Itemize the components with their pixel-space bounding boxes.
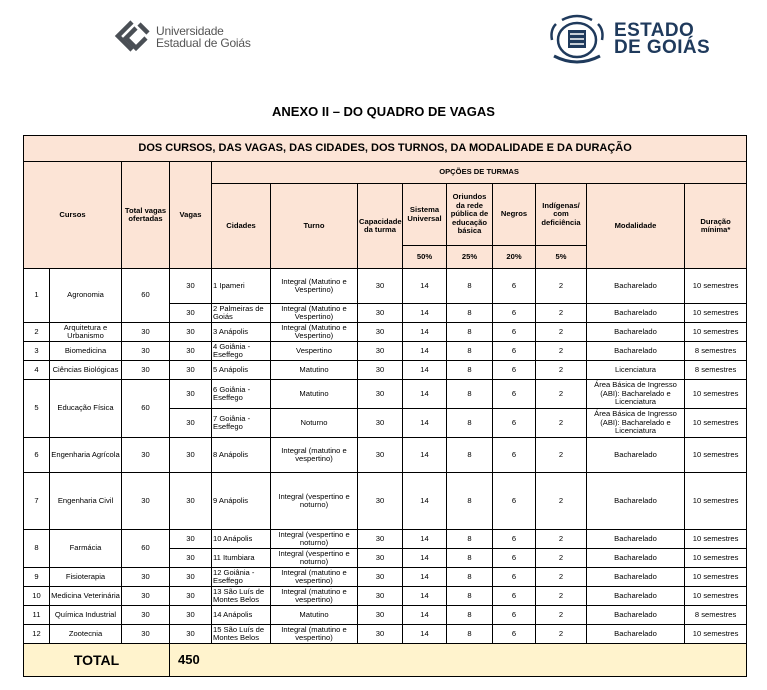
document-title: ANEXO II – DO QUADRO DE VAGAS	[272, 104, 495, 119]
option-vagas: 30	[170, 606, 212, 625]
header-turno: Turno	[271, 184, 358, 269]
option-duracao: 10 semestres	[685, 587, 747, 606]
option-universal: 14	[403, 342, 447, 361]
header-cidades: Cidades	[212, 184, 271, 269]
option-cidade: 4 Goiânia - Eseffego	[212, 342, 271, 361]
course-number: 8	[24, 530, 50, 568]
option-capacidade: 30	[358, 323, 403, 342]
header-opcoes: OPÇÕES DE TURMAS	[212, 162, 747, 184]
option-rede: 8	[447, 269, 493, 304]
option-vagas: 30	[170, 304, 212, 323]
option-universal: 14	[403, 568, 447, 587]
course-number: 4	[24, 361, 50, 380]
table-banner: DOS CURSOS, DAS VAGAS, DAS CIDADES, DOS TURNOS, DA MODALIDADE E DA DURAÇÃO	[24, 136, 747, 162]
option-cidade: 2 Palmeiras de Goiás	[212, 304, 271, 323]
table-row	[24, 606, 747, 625]
option-indigenas: 2	[536, 438, 587, 473]
option-capacidade: 30	[358, 625, 403, 644]
option-vagas: 30	[170, 409, 212, 438]
total-label: TOTAL	[24, 644, 170, 677]
option-duracao: 10 semestres	[685, 530, 747, 549]
course-total: 30	[122, 323, 170, 342]
option-turno: Matutino	[271, 380, 358, 409]
option-cidade: 6 Goiânia - Eseffego	[212, 380, 271, 409]
option-rede: 8	[447, 473, 493, 530]
option-cidade: 13 São Luís de Montes Belos	[212, 587, 271, 606]
option-capacidade: 30	[358, 587, 403, 606]
option-universal: 14	[403, 361, 447, 380]
option-universal: 14	[403, 625, 447, 644]
option-negros: 6	[493, 323, 536, 342]
option-negros: 6	[493, 269, 536, 304]
total-row	[24, 644, 747, 677]
course-number: 2	[24, 323, 50, 342]
option-indigenas: 2	[536, 587, 587, 606]
option-modalidade: Licenciatura	[587, 361, 685, 380]
option-indigenas: 2	[536, 606, 587, 625]
option-cidade: 1 Ipameri	[212, 269, 271, 304]
option-modalidade: Bacharelado	[587, 530, 685, 549]
option-negros: 6	[493, 473, 536, 530]
option-modalidade: Bacharelado	[587, 473, 685, 530]
option-rede: 8	[447, 323, 493, 342]
option-indigenas: 2	[536, 409, 587, 438]
course-number: 7	[24, 473, 50, 530]
option-vagas: 30	[170, 361, 212, 380]
option-negros: 6	[493, 304, 536, 323]
option-modalidade: Bacharelado	[587, 606, 685, 625]
option-vagas: 30	[170, 269, 212, 304]
option-vagas: 30	[170, 530, 212, 549]
option-rede: 8	[447, 530, 493, 549]
option-vagas: 30	[170, 568, 212, 587]
option-cidade: 11 Itumbiara	[212, 549, 271, 568]
option-indigenas: 2	[536, 549, 587, 568]
option-indigenas: 2	[536, 380, 587, 409]
course-number: 6	[24, 438, 50, 473]
option-indigenas: 2	[536, 473, 587, 530]
course-name: Química Industrial	[50, 606, 122, 625]
course-total: 30	[122, 473, 170, 530]
course-number: 5	[24, 380, 50, 438]
course-number: 12	[24, 625, 50, 644]
option-indigenas: 2	[536, 568, 587, 587]
option-duracao: 8 semestres	[685, 342, 747, 361]
option-indigenas: 2	[536, 361, 587, 380]
course-name: Medicina Veterinária	[50, 587, 122, 606]
option-negros: 6	[493, 438, 536, 473]
option-rede: 8	[447, 587, 493, 606]
course-number: 10	[24, 587, 50, 606]
option-capacidade: 30	[358, 304, 403, 323]
option-cidade: 10 Anápolis	[212, 530, 271, 549]
option-capacidade: 30	[358, 473, 403, 530]
option-capacidade: 30	[358, 606, 403, 625]
course-number: 11	[24, 606, 50, 625]
header-negros: Negros	[493, 184, 536, 246]
option-capacidade: 30	[358, 409, 403, 438]
course-total: 60	[122, 380, 170, 438]
option-turno: Integral (matutino e vespertino)	[271, 438, 358, 473]
option-duracao: 10 semestres	[685, 568, 747, 587]
option-universal: 14	[403, 304, 447, 323]
option-universal: 14	[403, 587, 447, 606]
option-capacidade: 30	[358, 568, 403, 587]
option-indigenas: 2	[536, 625, 587, 644]
course-number: 3	[24, 342, 50, 361]
option-vagas: 30	[170, 549, 212, 568]
course-name: Ciências Biológicas	[50, 361, 122, 380]
table-row	[24, 269, 747, 304]
option-duracao: 10 semestres	[685, 380, 747, 409]
option-modalidade: Bacharelado	[587, 323, 685, 342]
header-pct-indigenas: 5%	[536, 246, 587, 269]
header-indigenas: Indígenas/ com deficiência	[536, 184, 587, 246]
course-name: Farmácia	[50, 530, 122, 568]
option-vagas: 30	[170, 625, 212, 644]
option-rede: 8	[447, 380, 493, 409]
option-turno: Integral (vespertino e noturno)	[271, 530, 358, 549]
option-modalidade: Bacharelado	[587, 549, 685, 568]
option-modalidade: Bacharelado	[587, 269, 685, 304]
option-turno: Matutino	[271, 361, 358, 380]
course-name: Fisioterapia	[50, 568, 122, 587]
course-total: 30	[122, 342, 170, 361]
option-vagas: 30	[170, 438, 212, 473]
option-capacidade: 30	[358, 438, 403, 473]
option-capacidade: 30	[358, 361, 403, 380]
header-modalidade: Modalidade	[587, 184, 685, 269]
option-universal: 14	[403, 530, 447, 549]
option-universal: 14	[403, 380, 447, 409]
option-duracao: 10 semestres	[685, 304, 747, 323]
table-row	[24, 625, 747, 644]
course-name: Engenharia Civil	[50, 473, 122, 530]
option-modalidade: Área Básica de Ingresso (ABI): Bacharelado e Licenciatura	[587, 380, 685, 409]
option-universal: 14	[403, 409, 447, 438]
option-duracao: 10 semestres	[685, 438, 747, 473]
course-name: Engenharia Agrícola	[50, 438, 122, 473]
option-rede: 8	[447, 549, 493, 568]
header-pct-universal: 50%	[403, 246, 447, 269]
option-duracao: 10 semestres	[685, 473, 747, 530]
table-row	[24, 380, 747, 409]
course-number: 9	[24, 568, 50, 587]
option-vagas: 30	[170, 587, 212, 606]
header-duracao: Duração mínima*	[685, 184, 747, 269]
option-duracao: 10 semestres	[685, 269, 747, 304]
option-turno: Integral (matutino e vespertino)	[271, 625, 358, 644]
option-rede: 8	[447, 304, 493, 323]
option-indigenas: 2	[536, 323, 587, 342]
option-capacidade: 30	[358, 380, 403, 409]
option-rede: 8	[447, 361, 493, 380]
table-row	[24, 587, 747, 606]
option-cidade: 7 Goiânia - Eseffego	[212, 409, 271, 438]
option-modalidade: Bacharelado	[587, 587, 685, 606]
course-total: 60	[122, 530, 170, 568]
option-cidade: 3 Anápolis	[212, 323, 271, 342]
goias-seal-icon	[548, 10, 606, 66]
option-vagas: 30	[170, 323, 212, 342]
table-row	[24, 473, 747, 530]
option-cidade: 5 Anápolis	[212, 361, 271, 380]
ueg-logo-line2: Estadual de Goiás	[156, 36, 251, 50]
option-cidade: 14 Anápolis	[212, 606, 271, 625]
option-capacidade: 30	[358, 549, 403, 568]
option-negros: 6	[493, 568, 536, 587]
header-pct-rede: 25%	[447, 246, 493, 269]
option-duracao: 10 semestres	[685, 323, 747, 342]
course-total: 30	[122, 361, 170, 380]
table-row	[24, 323, 747, 342]
option-universal: 14	[403, 549, 447, 568]
option-rede: 8	[447, 438, 493, 473]
option-modalidade: Área Básica de Ingresso (ABI): Bacharelado e Licenciatura	[587, 409, 685, 438]
header-pct-negros: 20%	[493, 246, 536, 269]
option-indigenas: 2	[536, 342, 587, 361]
course-name: Biomedicina	[50, 342, 122, 361]
table-row	[24, 342, 747, 361]
option-universal: 14	[403, 269, 447, 304]
option-modalidade: Bacharelado	[587, 342, 685, 361]
course-name: Zootecnia	[50, 625, 122, 644]
header-total: Total vagas ofertadas	[122, 162, 170, 269]
option-capacidade: 30	[358, 269, 403, 304]
total-value: 450	[170, 644, 747, 677]
table-row	[24, 568, 747, 587]
goias-logo	[548, 10, 728, 66]
option-duracao: 10 semestres	[685, 549, 747, 568]
option-universal: 14	[403, 438, 447, 473]
option-rede: 8	[447, 342, 493, 361]
option-turno: Integral (vespertino e noturno)	[271, 473, 358, 530]
goias-logo-line2: DE GOIÁS	[614, 37, 711, 58]
header-rede-publica: Oriundos da rede pública de educação básica	[447, 184, 493, 246]
option-duracao: 10 semestres	[685, 409, 747, 438]
option-turno: Integral (matutino e vespertino)	[271, 587, 358, 606]
option-indigenas: 2	[536, 304, 587, 323]
option-capacidade: 30	[358, 342, 403, 361]
option-modalidade: Bacharelado	[587, 438, 685, 473]
option-negros: 6	[493, 342, 536, 361]
table-row	[24, 361, 747, 380]
option-duracao: 8 semestres	[685, 606, 747, 625]
option-turno: Vespertino	[271, 342, 358, 361]
option-vagas: 30	[170, 342, 212, 361]
option-turno: Integral (matutino e vespertino)	[271, 568, 358, 587]
table-row	[24, 438, 747, 473]
ueg-logo-line1: Universidade	[156, 24, 224, 38]
ueg-logo-icon	[112, 18, 154, 58]
option-negros: 6	[493, 606, 536, 625]
header-vagas: Vagas	[170, 162, 212, 269]
option-rede: 8	[447, 606, 493, 625]
option-turno: Integral (vespertino e noturno)	[271, 549, 358, 568]
option-cidade: 12 Goiânia - Eseffego	[212, 568, 271, 587]
option-vagas: 30	[170, 473, 212, 530]
course-total: 30	[122, 606, 170, 625]
option-negros: 6	[493, 380, 536, 409]
option-rede: 8	[447, 568, 493, 587]
option-universal: 14	[403, 323, 447, 342]
course-name: Agronomia	[50, 269, 122, 323]
option-rede: 8	[447, 409, 493, 438]
option-rede: 8	[447, 625, 493, 644]
option-turno: Integral (Matutino e Vespertino)	[271, 323, 358, 342]
option-capacidade: 30	[358, 530, 403, 549]
header-cursos: Cursos	[24, 162, 122, 269]
vacancies-table	[23, 135, 747, 677]
option-indigenas: 2	[536, 269, 587, 304]
option-universal: 14	[403, 473, 447, 530]
option-modalidade: Bacharelado	[587, 568, 685, 587]
ueg-logo	[112, 18, 252, 58]
option-modalidade: Bacharelado	[587, 304, 685, 323]
option-negros: 6	[493, 587, 536, 606]
course-total: 60	[122, 269, 170, 323]
option-duracao: 8 semestres	[685, 361, 747, 380]
course-name: Arquitetura e Urbanismo	[50, 323, 122, 342]
option-universal: 14	[403, 606, 447, 625]
option-modalidade: Bacharelado	[587, 625, 685, 644]
table-row	[24, 530, 747, 549]
course-total: 30	[122, 625, 170, 644]
option-cidade: 15 São Luís de Montes Belos	[212, 625, 271, 644]
course-total: 30	[122, 438, 170, 473]
header-universal: Sistema Universal	[403, 184, 447, 246]
course-number: 1	[24, 269, 50, 323]
option-turno: Noturno	[271, 409, 358, 438]
option-cidade: 8 Anápolis	[212, 438, 271, 473]
option-negros: 6	[493, 409, 536, 438]
option-vagas: 30	[170, 380, 212, 409]
option-cidade: 9 Anápolis	[212, 473, 271, 530]
course-total: 30	[122, 568, 170, 587]
option-turno: Integral (Matutino e Vespertino)	[271, 269, 358, 304]
option-negros: 6	[493, 361, 536, 380]
option-negros: 6	[493, 625, 536, 644]
option-negros: 6	[493, 549, 536, 568]
course-name: Educação Física	[50, 380, 122, 438]
option-indigenas: 2	[536, 530, 587, 549]
option-turno: Matutino	[271, 606, 358, 625]
header-capacidade: Capacidade da turma	[358, 184, 403, 269]
option-negros: 6	[493, 530, 536, 549]
goias-logo-line1: ESTADO	[614, 20, 695, 41]
course-total: 30	[122, 587, 170, 606]
option-turno: Integral (Matutino e Vespertino)	[271, 304, 358, 323]
option-duracao: 10 semestres	[685, 625, 747, 644]
